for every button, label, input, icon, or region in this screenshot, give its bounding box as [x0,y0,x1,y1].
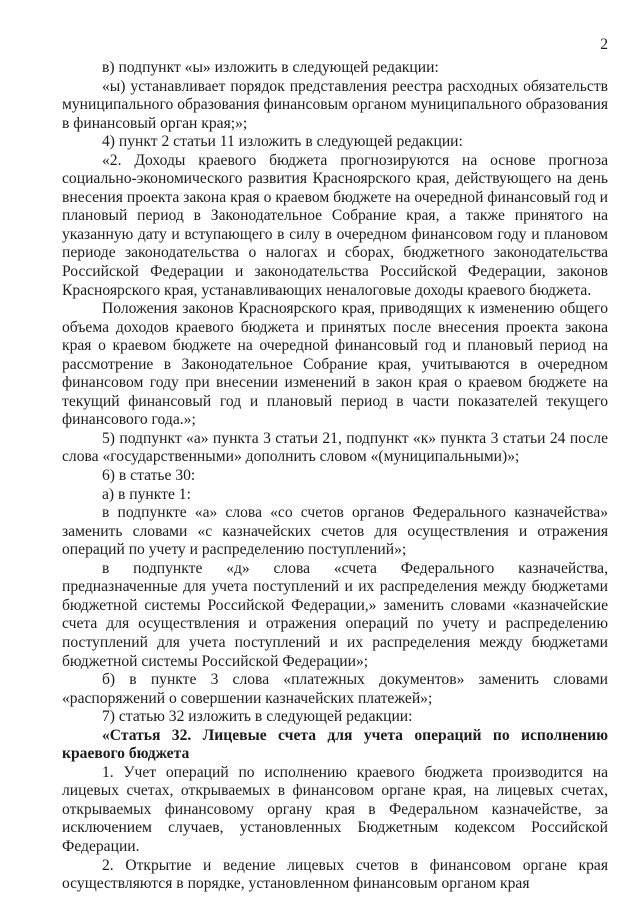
paragraph-quote-y: «ы) устанавливает порядок представления реестра расходных обязательств муниципального образования финансовым органом муниципального образования в финансовый орган края;»; [62,77,608,132]
paragraph-item-6a: а) в пункте 1: [102,485,191,503]
paragraph-item-6: 6) в статье 30: [102,467,196,485]
paragraph-article-32-2: 2. Открытие и ведение лицевых счетов в финансовом органе края осуществляются в порядке, установленном финансовым органом края [62,856,608,893]
paragraph-item-7: 7) статью 32 изложить в следующей редакции: [102,708,413,726]
paragraph-article-32-1: 1. Учет операций по исполнению краевого бюджета производится на лицевых счетах, открываемых в финансовом органе края, на лицевых счетах, открываемых финансовому органу края в Федеральном казначействе, за исключением случаев, установленных Бюджетным кодексом Российской Федерации. [62,763,608,855]
paragraph-item-v: в) подпункт «ы» изложить в следующей редакции: [102,59,439,76]
paragraph-item-5: 5) подпункт «а» пункта 3 статьи 21, подпункт «к» пункта 3 статьи 24 после слова «государственными» дополнить словом «(муниципальными)»; [62,429,608,466]
paragraph-quote-2: «2. Доходы краевого бюджета прогнозируются на основе прогноза социально-экономического развития Красноярского края, действующего на день внесения проекта закона края о краевом бюджете на очередной финансовый год и плановый период в Законодательное Собрание края, а также принятого на указанную дату и вступающего в силу в очередном финансовом году и плановом периоде законодательства о налогах и сборах, бюджетного законодательства Российской Федерации и законодательства Российской Федерации, законов Красноярского края, устанавливающих неналоговые доходы краевого бюджета. [62,151,608,299]
paragraph-subitem-a: в подпункте «а» слова «со счетов органов Федерального казначейства» заменить словами «с казначейских счетов для осуществления и отражения операций по учету и распределению поступлений»; [62,504,608,559]
article-32-heading: «Статья 32. Лицевые счета для учета операций по исполнению краевого бюджета [62,726,608,763]
paragraph-item-6b: б) в пункте 3 слова «платежных документов» заменить словами «распоряжений о совершении казначейских платежей»; [62,671,608,707]
page-number: 2 [600,36,608,53]
paragraph-subitem-d: в подпункте «д» слова «счета Федерального казначейства, предназначенные для учета поступлений и их распределения между бюджетами бюджетной системы Российской Федерации,» заменить словами «казначейские счета для осуществления и отражения операций по учету и распределению поступлений для учета поступлений и их распределения между бюджетами бюджетной системы Российской Федерации»; [62,559,608,670]
paragraph-provisions: Положения законов Красноярского края, приводящих к изменению общего объема доходов краевого бюджета и принятых после внесения проекта закона края о краевом бюджете на очередной финансовый год и плановый период на рассмотрение в Законодательное Собрание края, учитываются в очередном финансовом году при внесении изменений в закон края о краевом бюджете на текущий финансовый год и плановый период в части показателей текущего финансового года.»; [62,300,608,429]
paragraph-item-4: 4) пункт 2 статьи 11 изложить в следующей редакции: [102,133,463,151]
document-body [62,59,608,894]
